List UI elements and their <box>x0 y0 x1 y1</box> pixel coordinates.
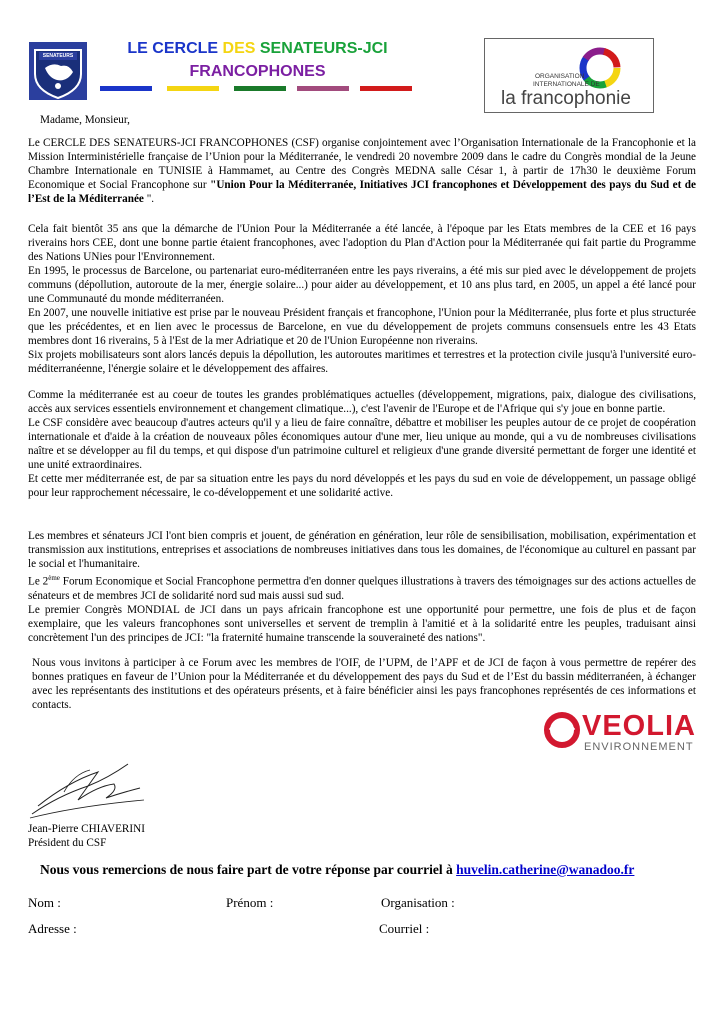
color-bar-green <box>234 86 286 91</box>
reply-line <box>40 862 634 878</box>
history-line: Six projets mobilisateurs sont alors lancés depuis la dépollution, les autoroutes maritimes et terrestres et la protection civile jusqu'à l'université euro-méditerranéenne, l'énergie solaire et le développement des affaires. <box>28 349 696 375</box>
signature-image <box>28 756 146 822</box>
history-line: En 1995, le processus de Barcelone, ou partenariat euro-méditerranéen entre les pays riverains, a été mis sur pied avec le développement de projets communs (dépollution, autoroute de la mer, énergie solaire...) pour aider au développement, et 10 ans plus tard, en 2005, un appel a été lancé pour une Communauté du monde méditerranéen. <box>28 265 696 305</box>
greeting: Madame, Monsieur, <box>40 114 130 126</box>
paragraph-intro <box>28 136 696 206</box>
history-line: Cela fait bientôt 35 ans que la démarche de l'Union Pour la Méditerranée a été lancée, à l'époque par les Etats membres de la CEE et 16 pays riverains hors CEE, dont une bonne partie étaient francophones, avec l'adoption du Plan d'Action pour la Méditerranée qui fait partie du Programme des Nations UNies pour l'Environnement. <box>28 223 696 263</box>
color-bar-blue <box>100 86 152 91</box>
paragraph-jci <box>28 529 696 645</box>
reply-email-link[interactable]: huvelin.catherine@wanadoo.fr <box>456 862 635 877</box>
form-adresse-label: Adresse : <box>28 921 77 936</box>
title-part2: DES <box>222 40 256 57</box>
page-title <box>100 40 415 58</box>
intro-text: Le CERCLE DES SENATEURS-JCI FRANCOPHONES (CSF) organise conjointement avec l’Organisation Internationale de la Francophonie et la Mission Interministérielle française de l’Union pour la Méditerranée, le vendredi 20 novembre 2009 dans le cadre du Congrès mondial de la Jeune Chambre Internationale en TUNISIE à Hammamet, au Centre des Congrès MEDNA salle César 1, à partir de 17h30 le deuxième Forum Economique et Social Francophone sur <box>28 137 696 191</box>
paragraph-history <box>28 222 696 376</box>
paragraph-invitation <box>32 656 696 712</box>
mediterranee-line: Comme la méditerranée est au coeur de toutes les grandes problématiques actuelles (développement, migrations, paix, dialogue des civilisations, accès aux services essentiels environnement et changement climatique...), c'est l'avenir de l'Europe et de l'Afrique qui s'y joue en bonne partie. <box>28 389 696 415</box>
jci-forum-line <box>28 571 696 603</box>
mediterranee-line: Et cette mer méditerranée est, de par sa situation entre les pays du nord développés et les pays du sud en voie de développement, un passage obligé pour leur rapprochement nécessaire, le co-développement et une solidarité active. <box>28 473 696 499</box>
jci-line: Les membres et sénateurs JCI l'ont bien compris et jouent, de génération en génération, leur rôle de sensibilisation, mobilisation, expérimentation et transmission aux institutions, entreprises et associations de nombreuses initiatives dans tous les domaines, de l'économique au culturel en passant par le social et l'humanitaire. <box>28 530 696 570</box>
form-organisation-label: Organisation : <box>381 895 455 910</box>
paragraph-mediterranee <box>28 388 696 500</box>
jci-forum-pre: Le 2 <box>28 575 49 588</box>
mediterranee-line: Le CSF considère avec beaucoup d'autres acteurs qu'il y a lieu de faire connaître, débattre et mobiliser les peuples autour de ce projet de coopération internationale et d'aide à la création de nouveaux pôles économiques autour d'une mer, lieu unique au monde, qui a vu de nombreuses civilisations naître et se développer au fil du temps, et qui dispose d'un patrimoine culturel et religieux d'une grande diversité permettant de forger une identité et une unité extraordinaires. <box>28 417 696 471</box>
logo-badge-text: SENATEURS <box>42 53 74 59</box>
title-part3: SENATEURS-JCI <box>255 40 388 57</box>
jci-forum-sup: ème <box>48 574 60 582</box>
title-part1: LE CERCLE <box>127 40 223 57</box>
veolia-name: VEOLIA <box>582 710 696 742</box>
history-line: En 2007, une nouvelle initiative est prise par le nouveau Président français et francophone, l'Union pour la Méditerranée, plus forte et plus structurée que les précédentes, et en lien avec le processus de Barcelone, en vue du développement de projets communs consensuels entre les 43 Etats membres dont 16 riverains, 5 à l'Est de la mer Adriatique et 20 de l'Union Européenne non riverains. <box>28 307 696 347</box>
francophonie-small1: ORGANISATION <box>535 73 585 80</box>
color-bar-red <box>360 86 412 91</box>
jci-forum-post: Forum Economique et Social Francophone permettra d'en donner quelques illustrations à travers des témoignages sur des actions actuelles de sénateurs et de membres JCI de solidarité nord sud mais aussi sud sud. <box>28 575 696 602</box>
signature-role: Président du CSF <box>28 837 107 849</box>
senateurs-logo <box>27 40 89 102</box>
veolia-logo <box>544 712 700 757</box>
form-nom-label: Nom : <box>28 895 61 910</box>
veolia-sub: ENVIRONNEMENT <box>584 741 694 753</box>
reply-text: Nous vous remercions de nous faire part de votre réponse par courriel à <box>40 862 457 877</box>
intro-forum-title: "Union Pour la Méditerranée, Initiatives JCI francophones et Développement des pays du Sud et de l’Est de la Méditerranée <box>28 179 696 205</box>
francophonie-big: la francophonie <box>501 88 631 109</box>
signature-name: Jean-Pierre CHIAVERINI <box>28 823 145 835</box>
veolia-swirl-icon <box>544 712 580 748</box>
page-subtitle: FRANCOPHONES <box>189 63 326 80</box>
form-courriel-label: Courriel : <box>379 921 430 936</box>
intro-end: ". <box>143 193 155 205</box>
color-bar-yellow <box>167 86 219 91</box>
francophonie-logo <box>484 38 654 113</box>
francophonie-small2: INTERNATIONALE DE <box>533 81 600 88</box>
form-prenom-label: Prénom : <box>226 895 274 910</box>
jci-line: Le premier Congrès MONDIAL de JCI dans un pays africain francophone est une opportunité pour permettre, une fois de plus et de façon exemplaire, que les valeurs francophones sont universelles et servent de tremplin à l'amitié et à la solidarité entre les peuples, traduisant ainsi concrètement l'un des principes de JCI: "la fraternité humaine transcende la souveraineté des nations". <box>28 603 696 644</box>
color-bar-mauve <box>297 86 349 91</box>
invitation-text: Nous vous invitons à participer à ce Forum avec les membres de l'OIF, de l’UPM, de l’APF et de JCI de façon à vous permettre de repérer des bonnes pratiques en faveur de l’Union pour la Méditerranée et du développement des pays du Sud et de l’Est du bassin méditerranéen, à échanger avec les représentants des institutions et des opérateurs présents, et à faire bénéficier ainsi les pays francophones représentés de ces informations et contacts. <box>32 657 696 711</box>
